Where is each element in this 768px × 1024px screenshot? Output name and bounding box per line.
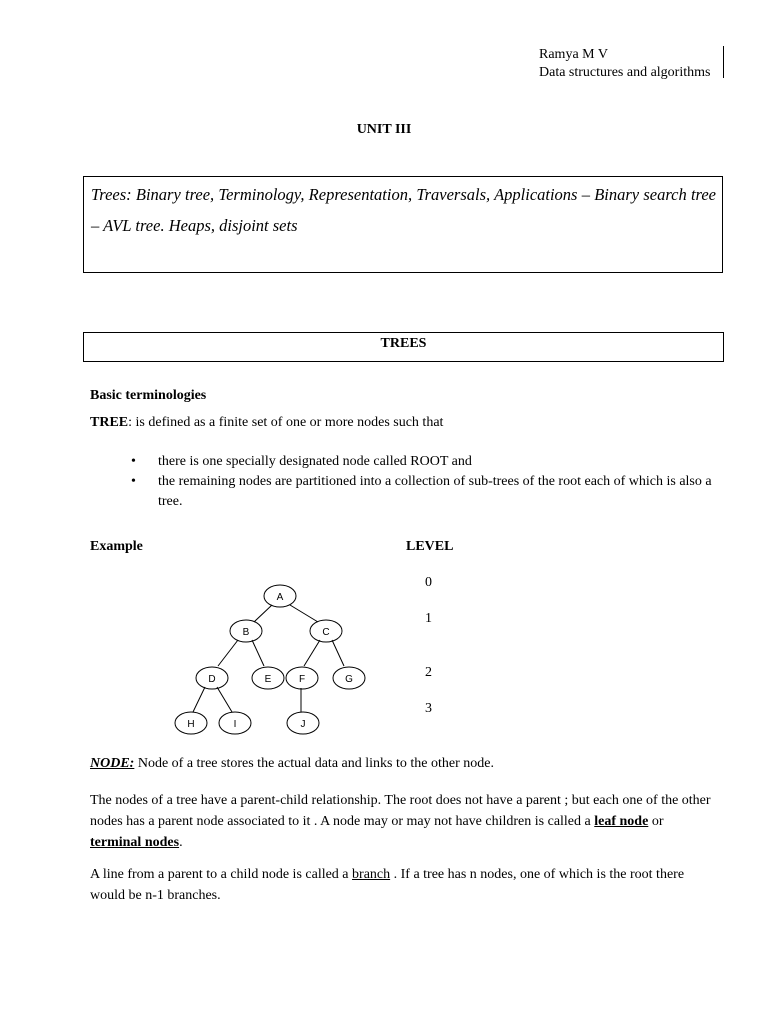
author-name: Ramya M V (539, 47, 608, 62)
header-divider (723, 46, 724, 78)
section-title-box (83, 332, 724, 362)
bullet-text: the remaining nodes are partitioned into a collection of sub-trees of the root each of which is also a tree. (158, 474, 712, 509)
period-text: . (179, 835, 183, 850)
branch-text-start: A line from a parent to a child node is called a (90, 867, 353, 882)
relationship-paragraph (90, 790, 718, 853)
branch-text-end: . If a tree has n nodes, one of which is the root there would be n-1 branches. (90, 867, 685, 903)
node-label: B (242, 627, 250, 638)
or-text: or (648, 814, 664, 829)
leaf-node-term: leaf node (594, 814, 649, 829)
bullet-icon: • (131, 454, 136, 469)
bullet-icon: • (131, 474, 136, 489)
node-label: C (322, 627, 330, 638)
tree-edge (304, 640, 320, 666)
level-value: 0 (425, 575, 432, 590)
tree-edge (254, 605, 272, 622)
node-label: A (276, 592, 284, 603)
tree-term: TREE (90, 415, 129, 430)
list-item (131, 472, 721, 512)
tree-definition (90, 415, 443, 431)
node-label: J (300, 719, 306, 730)
node-label: F (298, 674, 306, 685)
node-label: H (187, 719, 195, 730)
unit-title: UNIT III (356, 122, 412, 137)
list-item (131, 452, 721, 472)
branch-paragraph (90, 864, 718, 906)
node-paragraph (90, 753, 718, 774)
tree-diagram (160, 578, 380, 738)
bullet-text: there is one specially designated node called ROOT and (158, 454, 472, 469)
tree-definition-text: : is defined as a finite set of one or more nodes such that (128, 415, 444, 430)
node-label: G (345, 674, 353, 685)
node-label: I (233, 719, 237, 730)
tree-edge (252, 640, 264, 666)
node-label: E (264, 674, 272, 685)
node-label: D (208, 674, 216, 685)
course-name: Data structures and algorithms (539, 65, 711, 80)
node-definition: Node of a tree stores the actual data and links to the other node. (134, 756, 494, 771)
syllabus-text: Trees: Binary tree, Terminology, Representation, Traversals, Applications – Binary search tree – AVL tree. Heaps, disjoint sets (91, 185, 716, 235)
terminal-nodes-term: terminal nodes (90, 835, 180, 850)
tree-edge (290, 605, 318, 622)
tree-definition-list (131, 452, 721, 512)
syllabus-box (83, 176, 723, 273)
node-term: NODE: (90, 756, 135, 771)
level-value: 1 (425, 611, 432, 626)
level-label: LEVEL (406, 539, 454, 554)
level-value: 2 (425, 665, 432, 680)
example-label: Example (90, 539, 143, 554)
tree-edge (217, 687, 232, 712)
section-title: TREES (380, 336, 427, 351)
tree-edge (193, 687, 205, 712)
level-value: 3 (425, 701, 432, 716)
relationship-text: The nodes of a tree have a parent-child relationship. The root does not have a parent ; but each one of the other nodes has a parent node associated to it . A node may or may not have children is called a (90, 793, 711, 829)
branch-term: branch (352, 867, 391, 882)
tree-edge (218, 640, 238, 666)
tree-edge (332, 640, 344, 666)
basic-terminologies-heading: Basic terminologies (90, 388, 207, 403)
